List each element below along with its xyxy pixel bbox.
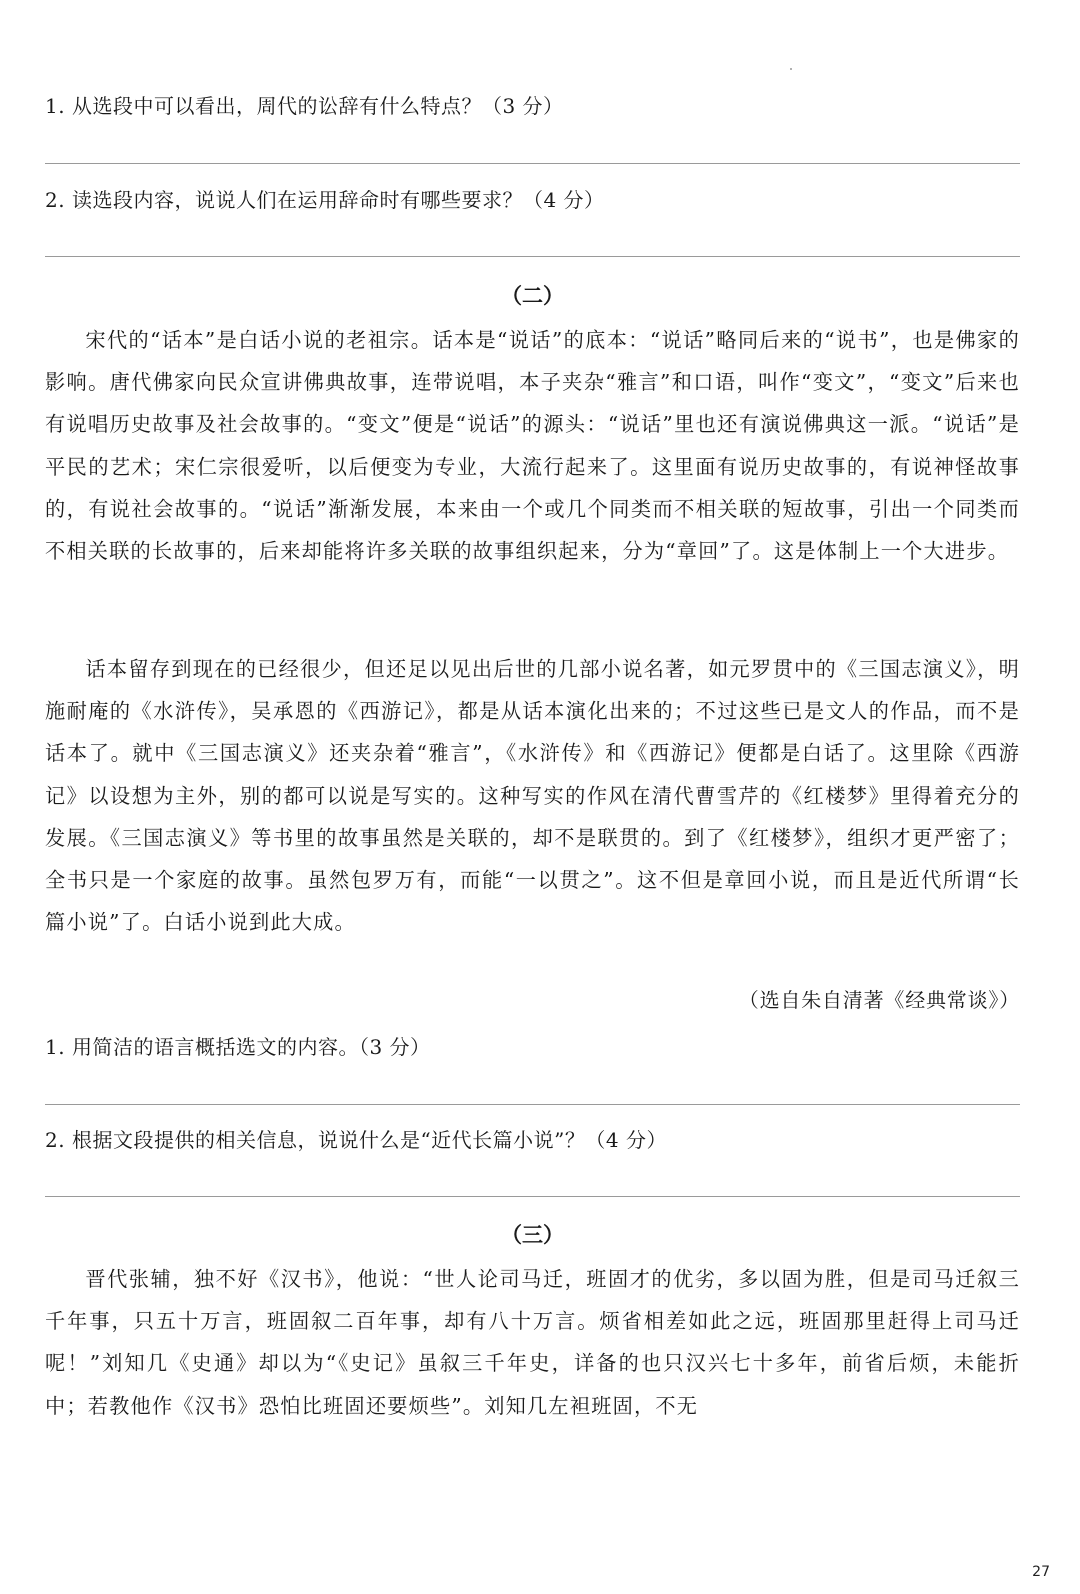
page-number: 27 [1032, 1564, 1050, 1580]
question-1-section-2: 1. 用简洁的语言概括选文的内容。（3 分） [45, 1035, 431, 1059]
question-2-section-1: 2. 读选段内容，说说人们在运用辞命时有哪些要求？（4 分） [45, 188, 605, 212]
question-2-section-2: 2. 根据文段提供的相关信息，说说什么是“近代长篇小说”？（4 分） [45, 1128, 667, 1152]
scan-speck [790, 68, 792, 70]
passage-2-paragraph-1: 宋代的“话本”是白话小说的老祖宗。话本是“说话”的底本：“说话”略同后来的“说书”，也是佛家的影响。唐代佛家向民众宣讲佛典故事，连带说唱，本子夹杂“雅言”和口语，叫作“变文”，“变文”后来也有说唱历史故事及社会故事的。“变文”便是“说话”的源头：“说话”里也还有演说佛典这一派。“说话”是平民的艺术；宋仁宗很爱听，以后便变为专业，大流行起来了。这里面有说历史故事的，有说神怪故事的，有说社会故事的。“说话”渐渐发展，本来由一个或几个同类而不相关联的短故事，引出一个同类而不相关联的长故事的，后来却能将许多关联的故事组织起来，分为“章回”了。这是体制上一个大进步。 [45, 328, 1020, 564]
passage-2-paragraph-2: 话本留存到现在的已经很少，但还足以见出后世的几部小说名著，如元罗贯中的《三国志演义》，明施耐庵的《水浒传》，吴承恩的《西游记》，都是从话本演化出来的；不过这些已是文人的作品，而不是话本了。就中《三国志演义》还夹杂着“雅言”，《水浒传》和《西游记》便都是白话了。这里除《西游记》以设想为主外，别的都可以说是写实的。这种写实的作风在清代曹雪芹的《红楼梦》里得着充分的发展。《三国志演义》等书里的故事虽然是关联的，却不是联贯的。到了《红楼梦》，组织才更严密了；全书只是一个家庭的故事。虽然包罗万有，而能“一以贯之”。这不但是章回小说，而且是近代所谓“长篇小说”了。白话小说到此大成。 [45, 657, 1020, 935]
passage-source: （选自朱自清著《经典常谈》） [738, 988, 1020, 1012]
section-heading-2: （二） [501, 283, 564, 308]
answer-line [45, 256, 1020, 257]
answer-line [45, 1196, 1020, 1197]
question-1-section-1: 1. 从选段中可以看出，周代的讼辞有什么特点？（3 分） [45, 94, 564, 118]
answer-line [45, 163, 1020, 164]
answer-line [45, 1104, 1020, 1105]
passage-3-paragraph-1: 晋代张辅，独不好《汉书》，他说：“世人论司马迁，班固才的优劣，多以固为胜，但是司马迁叙三千年事，只五十万言，班固叙二百年事，却有八十万言。烦省相差如此之远，班固那里赶得上司马迁呢！”刘知几《史通》却以为“《史记》虽叙三千年史，详备的也只汉兴七十多年，前省后烦，未能折中；若教他作《汉书》恐怕比班固还要烦些”。刘知几左袒班固，不无 [45, 1267, 1020, 1418]
section-heading-3: （三） [501, 1222, 564, 1247]
exam-page [45, 0, 1035, 1594]
